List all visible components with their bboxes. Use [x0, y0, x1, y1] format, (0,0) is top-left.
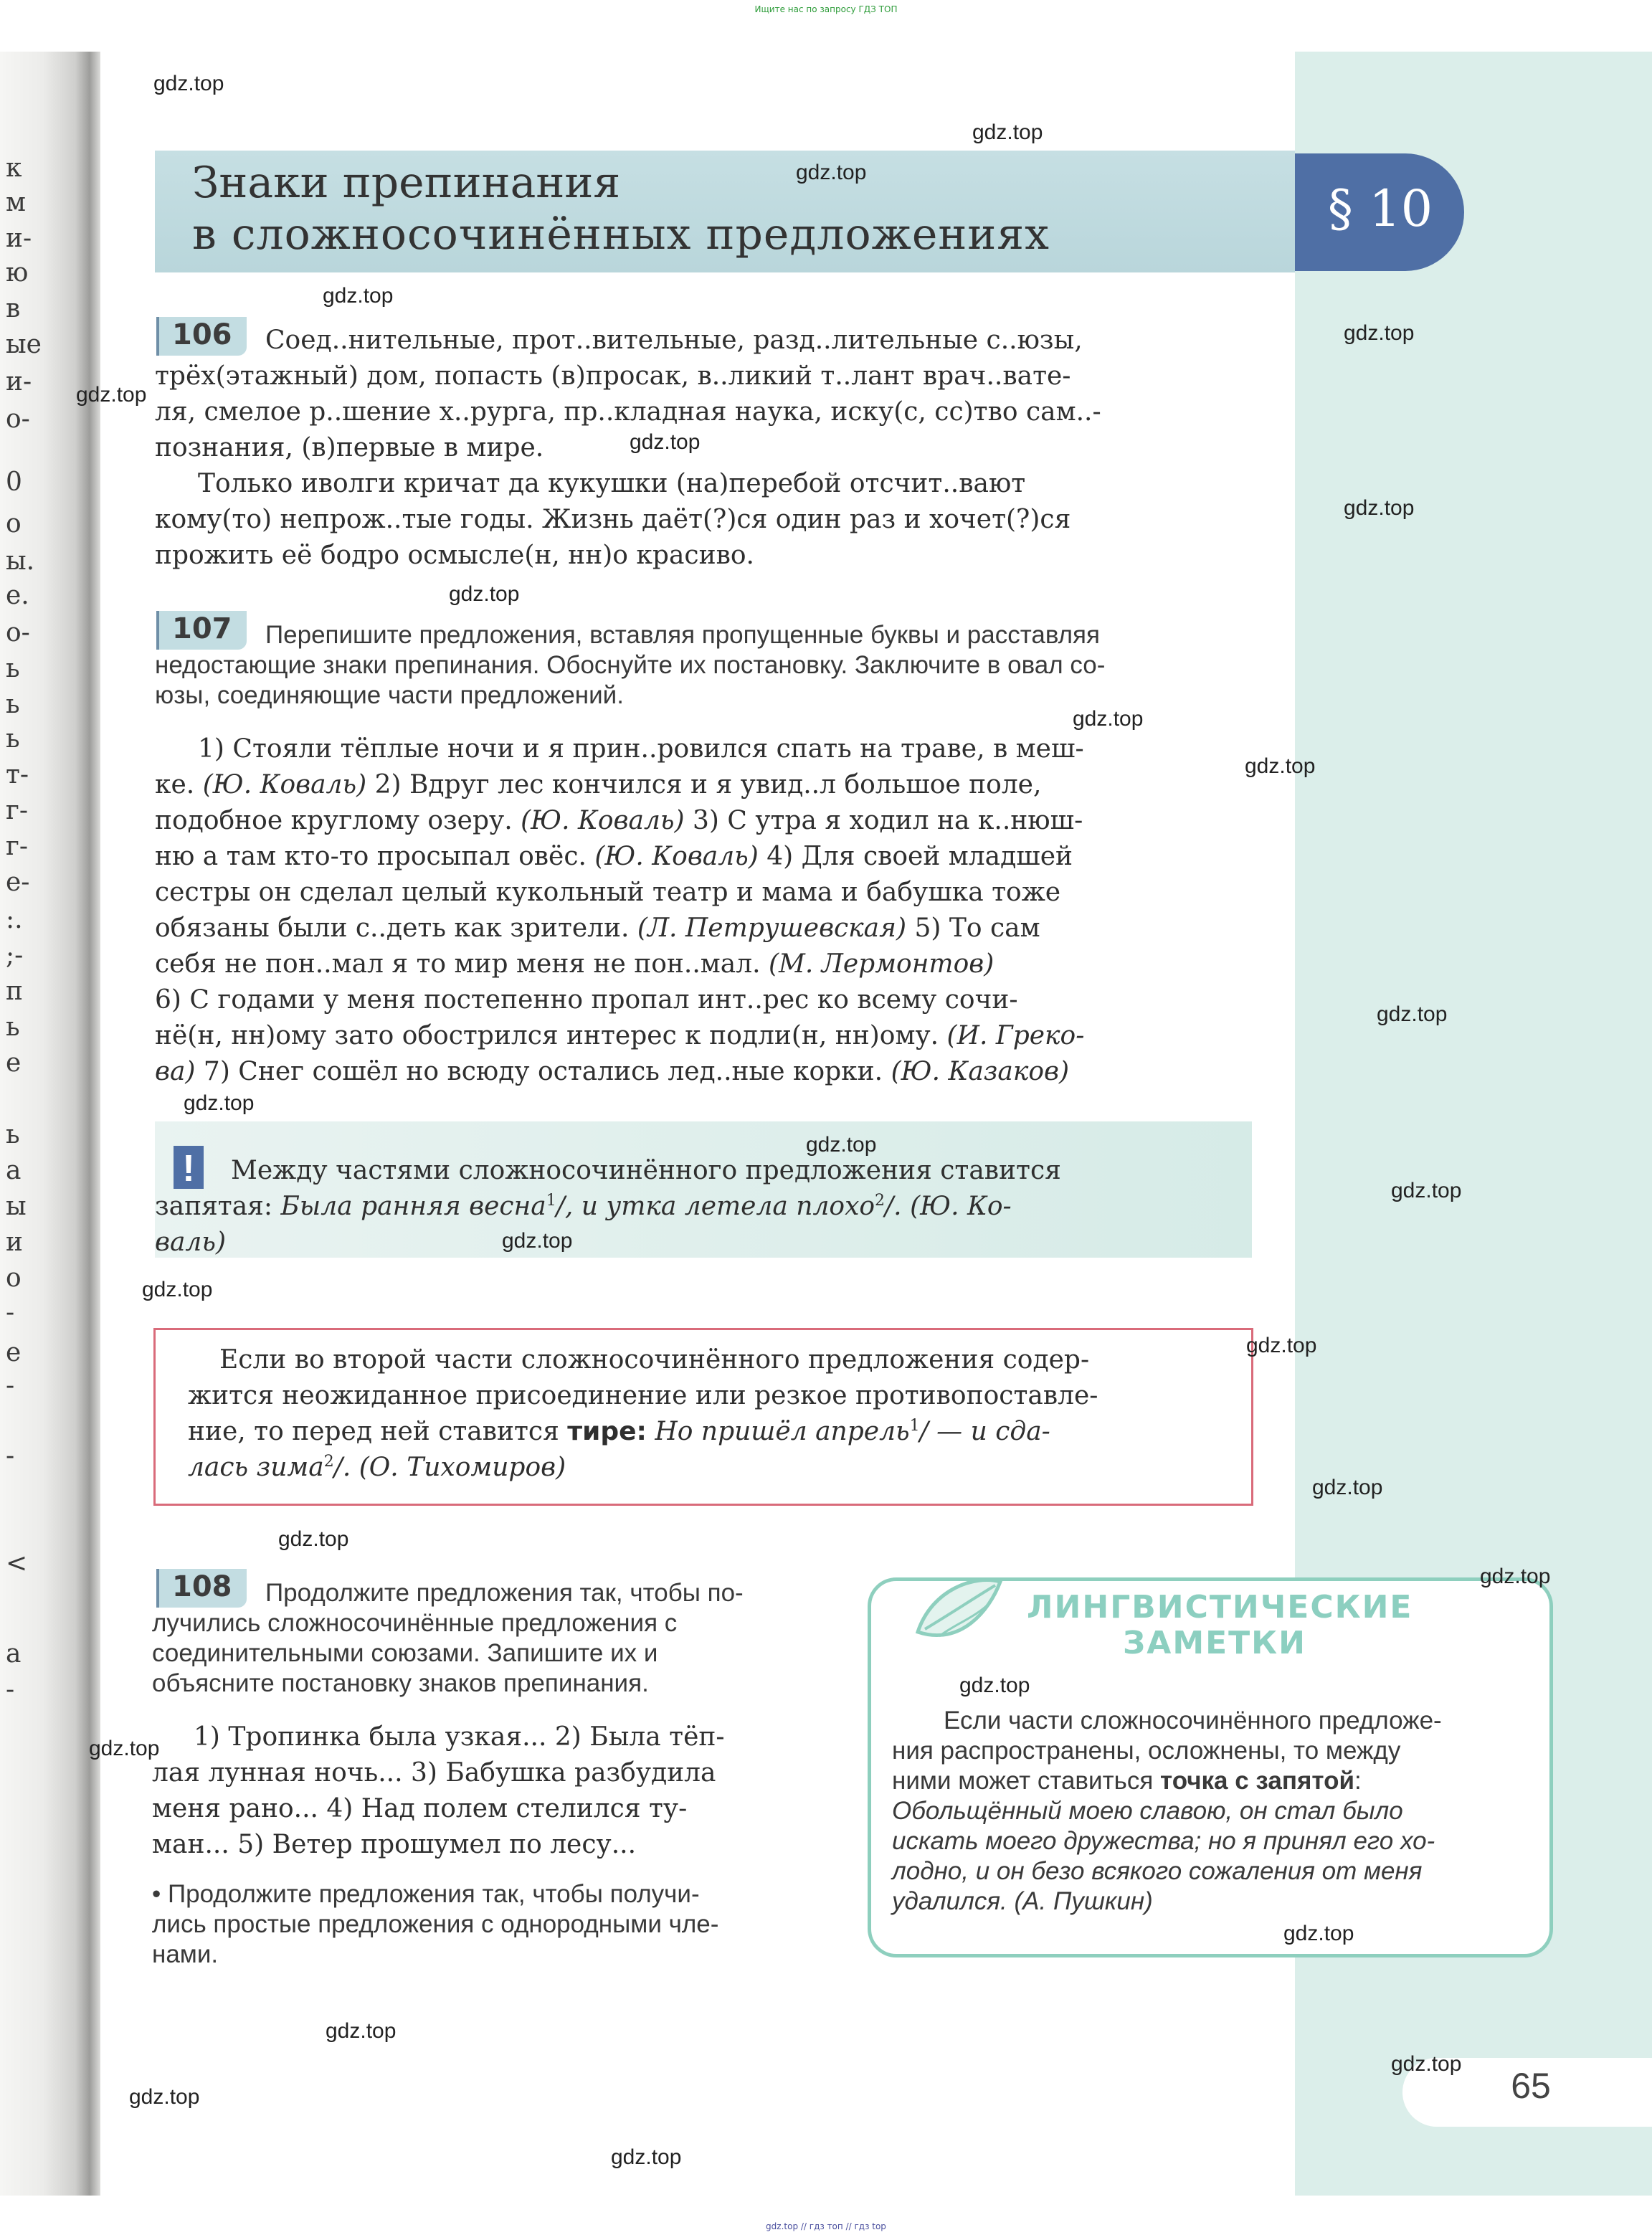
- ex106-line: кому(то) непрож..тые годы. Жизнь даёт(?)ся один раз и хочет(?)ся: [155, 505, 1071, 534]
- ex108-line: меня рано... 4) Над полем стелился ту-: [152, 1794, 688, 1823]
- ex107-task-line: недостающие знаки препинания. Обоснуйте их постановку. Заключите в овал со-: [155, 651, 1106, 679]
- watermark-text: gdz.top: [129, 2085, 200, 2109]
- notes-line: удалился. (А. Пушкин): [892, 1887, 1153, 1915]
- rule-dash-line: лась зима$^2$/. (О. Тихомиров): [188, 1453, 566, 1482]
- author-attribution: ва): [155, 1057, 196, 1086]
- ex108-task-line: лучились сложносочинённые предложения с: [152, 1609, 678, 1637]
- watermark-text: gdz.top: [630, 430, 701, 454]
- watermark-text: gdz.top: [1344, 496, 1415, 520]
- previous-page-char: е: [6, 1338, 22, 1367]
- watermark-text: gdz.top: [1344, 321, 1415, 345]
- ex107-task-line: юзы, соединяющие части предложений.: [155, 681, 624, 709]
- author-attribution: (Ю. Коваль): [202, 770, 367, 799]
- watermark-text: gdz.top: [502, 1229, 573, 1253]
- previous-page-char: ь: [6, 1012, 20, 1042]
- ex106-line: познания, (в)первые в мире.: [155, 433, 544, 462]
- author-attribution: (Л. Петрушевская): [637, 913, 907, 943]
- previous-page-char: о: [6, 1263, 22, 1293]
- previous-page-char: и-: [6, 224, 32, 253]
- previous-page-char: е-: [6, 868, 30, 897]
- watermark-text: gdz.top: [1245, 754, 1316, 778]
- previous-page-char: -: [6, 1441, 15, 1471]
- author-attribution: (М. Лермонтов): [769, 949, 994, 979]
- watermark-text: gdz.top: [76, 383, 147, 407]
- rule-dash-line: жится неожиданное присоединение или резкое противопоставле-: [188, 1381, 1098, 1410]
- previous-page-char: е.: [6, 581, 29, 610]
- ex108-task-line: соединительными союзами. Запишите их и: [152, 1639, 658, 1667]
- top-note: Ищите нас по запросу ГДЗ ТОП: [754, 4, 898, 14]
- watermark-text: gdz.top: [89, 1737, 160, 1760]
- notes-line: искать моего дружества; но я принял его хо-: [892, 1827, 1435, 1855]
- ex106-line: Соед..нительные, прот..вительные, разд..лительные с..юзы,: [265, 326, 1083, 355]
- exercise-106-badge: [156, 317, 247, 356]
- watermark-text: gdz.top: [1377, 1002, 1448, 1026]
- ex108-bullet-line: нами.: [152, 1940, 219, 1968]
- rule-dash-line: Если во второй части сложносочинённого предложения содер-: [219, 1345, 1090, 1375]
- ex107-sentence-line: 6) С годами у меня постепенно пропал инт..рес ко всему сочи-: [155, 985, 1018, 1015]
- ex108-line: ман... 5) Ветер прошумел по лесу...: [152, 1830, 637, 1859]
- previous-page-char: м: [6, 188, 27, 217]
- ex108-task-line: Продолжите предложения так, чтобы по-: [265, 1579, 744, 1607]
- exercise-108-badge: [156, 1569, 247, 1608]
- previous-page-char: ;-: [6, 941, 24, 970]
- ex107-sentence-line: нё(н, нн)ому зато обострился интерес к подли(н, нн)ому. (И. Греко-: [155, 1021, 1085, 1050]
- section-number: § 10: [1327, 179, 1433, 238]
- previous-page-char: -: [6, 1298, 15, 1327]
- previous-page-char: о-: [6, 404, 30, 434]
- ex107-sentence-line: себя не пон..мал я то мир меня не пон..мал. (М. Лермонтов): [155, 949, 994, 979]
- ex108-line: 1) Тропинка была узкая... 2) Была тёп-: [194, 1722, 725, 1752]
- previous-page-char: -: [6, 1371, 15, 1400]
- previous-page-char: и: [6, 1228, 23, 1257]
- notes-line: лодно, и он безо всякого сожаления от меня: [892, 1857, 1423, 1885]
- author-attribution: (Ю. Коваль): [594, 842, 759, 871]
- previous-page-char: п: [6, 977, 23, 1006]
- previous-page-char: ы: [6, 1192, 27, 1221]
- previous-page-char: а: [6, 1639, 22, 1669]
- watermark-text: gdz.top: [1073, 707, 1144, 731]
- previous-page-char: ы.: [6, 546, 35, 576]
- rule-comma-line: валь): [155, 1228, 226, 1257]
- watermark-text: gdz.top: [972, 120, 1043, 144]
- ex106-line: ля, смелое р..шение х..рурга, пр..кладная наука, иску(с, сс)тво сам..-: [155, 397, 1101, 427]
- ex108-line: лая лунная ночь... 3) Бабушка разбудила: [152, 1758, 716, 1788]
- watermark-text: gdz.top: [959, 1674, 1030, 1697]
- notes-line: ния распространены, осложнены, то между: [892, 1737, 1401, 1765]
- previous-page-char: е: [6, 1048, 22, 1078]
- previous-page-char: ь: [6, 724, 20, 754]
- notes-line: Обольщённый моею славою, он стал было: [892, 1797, 1403, 1825]
- watermark-text: gdz.top: [1312, 1476, 1383, 1499]
- watermark-text: gdz.top: [153, 72, 224, 95]
- bottom-note: gdz.top // гдз топ // гдз top: [766, 2221, 886, 2231]
- ex106-line: Только иволги кричат да кукушки (на)перебой отсчит..вают: [198, 469, 1026, 498]
- watermark-text: gdz.top: [1283, 1922, 1354, 1945]
- previous-page-char: ь: [6, 1120, 20, 1149]
- previous-page-char: о-: [6, 618, 30, 647]
- page-title-line-2: в сложносочинённых предложениях: [192, 209, 1050, 260]
- previous-page-char: к: [6, 153, 22, 183]
- ex107-sentence-line: подобное круглому озеру. (Ю. Коваль) 3) С утра я ходил на к..нюш-: [155, 806, 1083, 835]
- rule-comma-line: Между частями сложносочинённого предложения ставится: [231, 1156, 1061, 1185]
- notes-title-line-1: ЛИНГВИСТИЧЕСКИЕ: [1027, 1589, 1413, 1626]
- ex107-task-line: Перепишите предложения, вставляя пропущенные буквы и расставляя: [265, 621, 1100, 649]
- watermark-text: gdz.top: [184, 1091, 255, 1115]
- ex107-sentence-line: 1) Стояли тёплые ночи и я прин..ровился спать на траве, в меш-: [198, 734, 1084, 764]
- watermark-text: gdz.top: [278, 1527, 349, 1551]
- ex107-sentence-line: ню а там кто-то просыпал овёс. (Ю. Коваль) 4) Для своей младшей: [155, 842, 1073, 871]
- author-attribution: (И. Греко-: [946, 1021, 1085, 1050]
- ex107-sentence-line: ке. (Ю. Коваль) 2) Вдруг лес кончился и я увид..л большое поле,: [155, 770, 1042, 799]
- previous-page-char: ю: [6, 258, 29, 288]
- previous-page-char: 0: [6, 468, 22, 497]
- page-number: 65: [1511, 2066, 1551, 2106]
- ex107-sentence-line: обязаны были с..деть как зрители. (Л. Петрушевская) 5) То сам: [155, 913, 1040, 943]
- notes-title-line-2: ЗАМЕТКИ: [1123, 1625, 1306, 1661]
- notes-leaf-icon: [911, 1567, 1004, 1661]
- previous-page-char: о: [6, 509, 22, 538]
- previous-page-char: ь: [6, 690, 20, 719]
- author-attribution: (Ю. Коваль): [521, 806, 685, 835]
- ex107-sentence-line: сестры он сделал целый кукольный театр и мама и бабушка тоже: [155, 878, 1061, 907]
- watermark-text: gdz.top: [1246, 1334, 1317, 1357]
- previous-page-char: <: [6, 1549, 28, 1578]
- watermark-text: gdz.top: [1391, 1179, 1462, 1202]
- ex107-sentence-line: ва) 7) Снег сошёл но всюду остались лед..ные корки. (Ю. Казаков): [155, 1057, 1070, 1086]
- ex106-line: трёх(этажный) дом, попасть (в)просак, в..ликий т..лант врач..вате-: [155, 361, 1071, 391]
- ex108-task-line: объясните постановку знаков препинания.: [152, 1669, 649, 1697]
- page-title-line-1: Знаки препинания: [192, 158, 621, 208]
- notes-line: ними может ставиться точка с запятой:: [892, 1767, 1362, 1795]
- ex106-line: прожить её бодро осмысле(н, нн)о красиво.: [155, 541, 754, 570]
- watermark-text: gdz.top: [323, 284, 394, 308]
- exclamation-icon: !: [174, 1146, 204, 1189]
- rule-comma-line: запятая: Была ранняя весна$^1$/, и утка летела плохо$^2$/. (Ю. Ко-: [155, 1192, 1012, 1221]
- previous-page-char: г-: [6, 796, 29, 825]
- watermark-text: gdz.top: [796, 161, 867, 184]
- previous-page-char: ь: [6, 654, 20, 683]
- ex108-bullet-line: лись простые предложения с однородными чле-: [152, 1910, 719, 1938]
- rule-dash-line: ние, то перед ней ставится тире: Но пришёл апрель$^1$/ — и сда-: [188, 1417, 1050, 1446]
- watermark-text: gdz.top: [142, 1278, 213, 1301]
- author-attribution: (Ю. Казаков): [891, 1057, 1070, 1086]
- exercise-number: 108: [172, 1570, 232, 1603]
- previous-page-char: т-: [6, 760, 29, 789]
- exercise-107-badge: [156, 611, 247, 650]
- watermark-text: gdz.top: [1480, 1565, 1551, 1588]
- ex108-bullet-line: • Продолжите предложения так, чтобы получи-: [152, 1880, 700, 1908]
- previous-page-char: :.: [6, 905, 23, 934]
- rule-comma-background: [155, 1121, 1252, 1258]
- exercise-number: 107: [172, 612, 232, 645]
- notes-line: Если части сложносочинённого предложе-: [944, 1707, 1442, 1734]
- watermark-text: gdz.top: [1391, 2052, 1462, 2076]
- previous-page-char: и-: [6, 367, 32, 397]
- watermark-text: gdz.top: [449, 582, 520, 606]
- exercise-number: 106: [172, 318, 232, 351]
- watermark-text: gdz.top: [806, 1133, 877, 1157]
- previous-page-char: а: [6, 1156, 22, 1185]
- previous-page-char: г-: [6, 832, 29, 861]
- previous-page-char: ые: [6, 330, 42, 359]
- watermark-text: gdz.top: [326, 2019, 397, 2043]
- previous-page-char: в: [6, 294, 21, 323]
- previous-page-char: -: [6, 1675, 15, 1704]
- watermark-text: gdz.top: [611, 2145, 682, 2169]
